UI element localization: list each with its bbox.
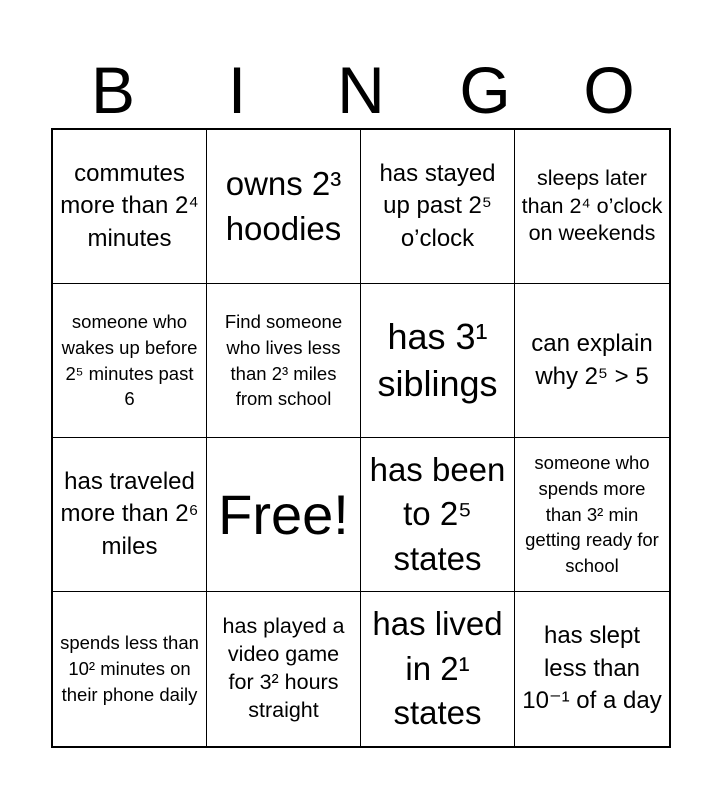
cell-text: has been to 2⁵ states bbox=[369, 450, 506, 577]
cell-text: has played a video game for 3² hours straight bbox=[222, 614, 345, 722]
bingo-cell[interactable] bbox=[515, 592, 669, 746]
cell-text: someone who spends more than 3² min getting ready for school bbox=[525, 451, 659, 577]
bingo-cell[interactable] bbox=[53, 130, 207, 284]
bingo-cell[interactable] bbox=[515, 438, 669, 592]
bingo-cell[interactable] bbox=[361, 592, 515, 746]
cell-text: owns 2³ hoodies bbox=[225, 164, 342, 247]
cell-text: someone who wakes up before 2⁵ minutes past 6 bbox=[61, 310, 198, 410]
bingo-cell[interactable] bbox=[53, 284, 207, 438]
cell-text: Find someone who lives less than 2³ miles from school bbox=[224, 310, 343, 410]
cell-text: can explain why 2⁵ > 5 bbox=[531, 330, 653, 390]
header-letter-i: I bbox=[227, 53, 247, 127]
bingo-cell[interactable] bbox=[53, 438, 207, 592]
cell-text: sleeps later than 2⁴ o’clock on weekends bbox=[521, 165, 663, 246]
bingo-cell[interactable] bbox=[361, 438, 515, 592]
header-letter-n: N bbox=[337, 53, 385, 127]
bingo-cell[interactable] bbox=[207, 284, 361, 438]
bingo-header bbox=[51, 52, 671, 128]
header-letter-o: O bbox=[583, 53, 635, 127]
bingo-cell[interactable] bbox=[515, 130, 669, 284]
bingo-cell[interactable] bbox=[53, 592, 207, 746]
header-letter-b: B bbox=[90, 53, 136, 127]
cell-text: has stayed up past 2⁵ o’clock bbox=[379, 159, 496, 252]
bingo-cell[interactable] bbox=[361, 284, 515, 438]
cell-text: has traveled more than 2⁶ miles bbox=[60, 467, 199, 560]
cell-text: has lived in 2¹ states bbox=[372, 605, 503, 732]
bingo-board bbox=[51, 128, 671, 748]
bingo-cell[interactable] bbox=[207, 130, 361, 284]
bingo-cell[interactable] bbox=[515, 284, 669, 438]
bingo-cell[interactable] bbox=[207, 592, 361, 746]
cell-text: has 3¹ siblings bbox=[377, 315, 498, 404]
header-letter-g: G bbox=[459, 53, 511, 127]
free-space-text: Free! bbox=[218, 482, 349, 546]
cell-text: has slept less than 10⁻¹ of a day bbox=[522, 622, 662, 715]
cell-text: spends less than 10² minutes on their phone daily bbox=[60, 632, 199, 705]
cell-text: commutes more than 2⁴ minutes bbox=[60, 159, 199, 252]
bingo-cell[interactable] bbox=[361, 130, 515, 284]
free-space-cell[interactable] bbox=[207, 438, 361, 592]
